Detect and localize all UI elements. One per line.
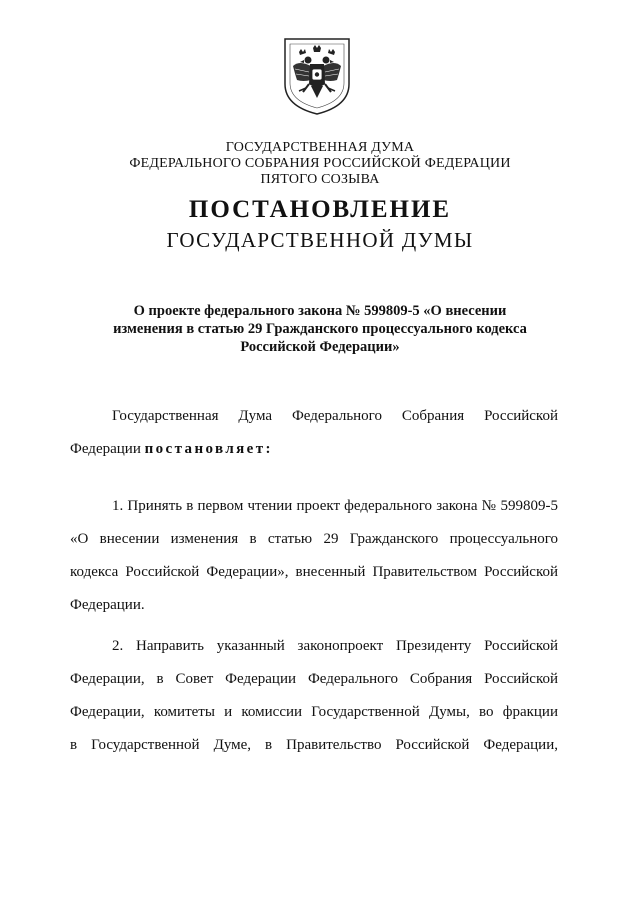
intro-line: Государственная Дума Федерального Собрания Российской	[112, 408, 558, 424]
intro-text: Федерации	[70, 441, 145, 457]
subject-line: Российской Федерации»	[240, 339, 400, 355]
item-2-paragraph	[70, 637, 558, 769]
intro-line	[70, 440, 558, 473]
subject-line: О проекте федерального закона № 599809-5 «О внесении	[133, 303, 507, 319]
document-subtitle: ГОСУДАРСТВЕННОЙ ДУМЫ	[166, 228, 474, 252]
item-2-line: 2. Направить указанный законопроект Президенту Российской	[112, 638, 558, 654]
item-2-line: в Государственной Думе, в Правительство Российской Федерации,	[70, 737, 558, 753]
document-title: ПОСТАНОВЛЕНИЕ	[188, 196, 452, 223]
resolution-subject	[60, 302, 580, 356]
item-2-line: Федерации, в Совет Федерации Федерального Собрания Российской	[70, 671, 558, 687]
subject-line: изменения в статью 29 Гражданского процессуального кодекса	[113, 321, 527, 337]
intro-paragraph	[70, 407, 558, 473]
coat-of-arms-emblem	[281, 36, 353, 116]
item-1-line: «О внесении изменения в статью 29 Гражданского процессуального	[70, 531, 558, 547]
issuer-line: ГОСУДАРСТВЕННАЯ ДУМА	[225, 140, 415, 155]
item-1-paragraph	[70, 497, 558, 629]
issuer-block	[0, 140, 640, 188]
issuer-line: ФЕДЕРАЛЬНОГО СОБРАНИЯ РОССИЙСКОЙ ФЕДЕРАЦИИ	[129, 156, 511, 171]
convocation-line: ПЯТОГО СОЗЫВА	[260, 172, 380, 187]
item-1-line: 1. Принять в первом чтении проект федерального закона № 599809-5	[112, 498, 558, 514]
item-1-line: Федерации.	[70, 597, 145, 613]
resolves-verb: постановляет:	[144, 441, 273, 457]
item-2-line: Федерации, комитеты и комиссии Государственной Думы, во фракции	[70, 704, 558, 720]
item-1-line: кодекса Российской Федерации», внесенный Правительством Российской	[70, 564, 558, 580]
